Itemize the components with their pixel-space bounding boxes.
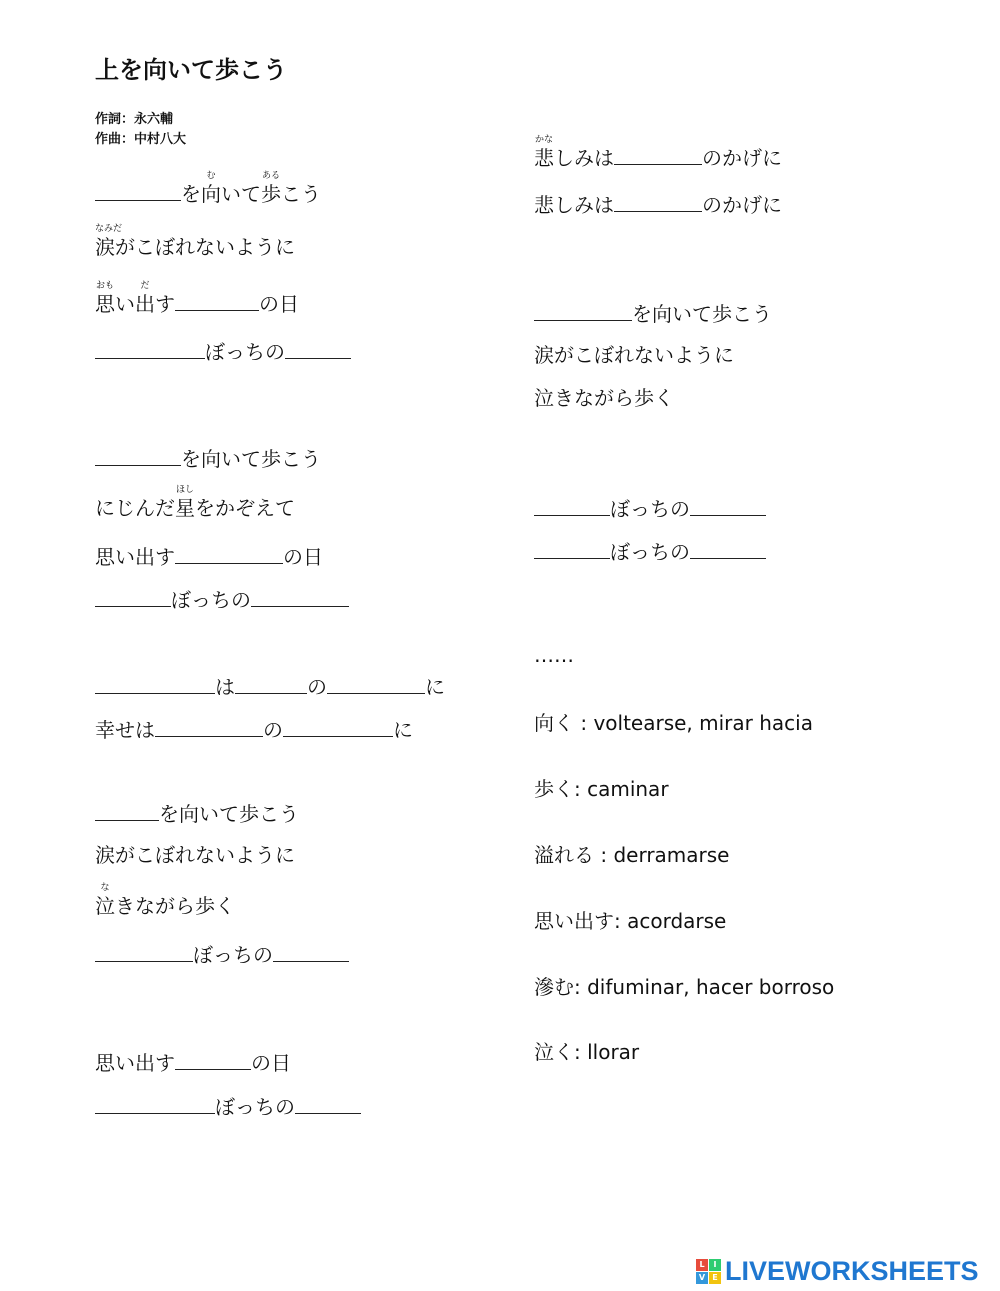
lyric-line: を む 向いて ある 歩こう bbox=[95, 182, 321, 204]
ruby: なみだ 涙 bbox=[95, 224, 123, 259]
lyric-line: ぼっちの bbox=[95, 340, 351, 362]
blank-input[interactable] bbox=[614, 146, 702, 165]
blank-input[interactable] bbox=[95, 943, 193, 962]
lyric-line: 涙がこぼれないように bbox=[95, 843, 295, 867]
vocab-item: 向く : voltearse, mirar hacia bbox=[534, 711, 813, 735]
lyric-line: な 泣きながら歩く bbox=[95, 883, 235, 918]
blank-input[interactable] bbox=[327, 675, 425, 694]
lyric-line: ぼっちの bbox=[95, 943, 349, 965]
blank-input[interactable] bbox=[534, 497, 610, 516]
ruby: な 泣 bbox=[95, 883, 115, 918]
vocab-item: 思い出す: acordarse bbox=[534, 909, 727, 933]
blank-input[interactable] bbox=[95, 588, 171, 607]
lyric-line: なみだ 涙がこぼれないように bbox=[95, 224, 295, 259]
ruby: む 向 bbox=[201, 171, 221, 206]
blank-input[interactable] bbox=[95, 340, 205, 359]
blank-input[interactable] bbox=[534, 302, 632, 321]
blank-input[interactable] bbox=[95, 182, 181, 201]
blank-input[interactable] bbox=[690, 497, 766, 516]
page-title: 上を向いて歩こう bbox=[95, 56, 287, 84]
vocab-item: 溢れる : derramarse bbox=[534, 843, 730, 867]
vocab-item: 泣く: llorar bbox=[534, 1040, 640, 1064]
lyric-line: ぼっちの bbox=[534, 497, 766, 519]
lyric-line: 泣きながら歩く bbox=[534, 386, 674, 410]
lyric-line: ぼっちの bbox=[95, 1095, 361, 1117]
liveworksheets-logo bbox=[696, 1256, 979, 1287]
blank-input[interactable] bbox=[155, 718, 263, 737]
blank-input[interactable] bbox=[95, 447, 181, 466]
blank-input[interactable] bbox=[614, 193, 702, 212]
blank-input[interactable] bbox=[295, 1095, 361, 1114]
lyrics-credit: 作詞：永六輔 bbox=[95, 112, 174, 127]
blank-input[interactable] bbox=[273, 943, 349, 962]
logo-icon: L I V E bbox=[696, 1259, 721, 1284]
ruby: ある 歩 bbox=[261, 171, 281, 206]
blank-input[interactable] bbox=[175, 545, 283, 564]
lyric-line: ぼっちの bbox=[95, 588, 349, 610]
blank-input[interactable] bbox=[690, 540, 766, 559]
vocab-item: 滲む: difuminar, hacer borroso bbox=[534, 975, 835, 999]
ruby: かな 悲 bbox=[534, 135, 554, 170]
lyric-line: 幸せは の に bbox=[95, 718, 413, 742]
ellipsis-text: …… bbox=[534, 643, 574, 667]
lyric-line: は の に bbox=[95, 675, 445, 697]
lyric-line: 悲しみは のかげに bbox=[534, 193, 782, 217]
lyric-line: 思い出す の日 bbox=[95, 1051, 291, 1075]
lyric-line: 思い出す の日 bbox=[95, 545, 323, 569]
lyric-line: を向いて歩こう bbox=[95, 802, 299, 824]
blank-input[interactable] bbox=[175, 292, 259, 311]
blank-input[interactable] bbox=[534, 540, 610, 559]
vocab-item: 歩く: caminar bbox=[534, 777, 669, 801]
blank-input[interactable] bbox=[251, 588, 349, 607]
ruby: おも 思 bbox=[95, 281, 115, 316]
lyric-line: おも 思い だ 出す の日 bbox=[95, 281, 299, 316]
lyric-line: を向いて歩こう bbox=[95, 447, 321, 469]
blank-input[interactable] bbox=[95, 802, 159, 821]
blank-input[interactable] bbox=[285, 340, 351, 359]
ruby: だ 出 bbox=[135, 281, 155, 316]
blank-input[interactable] bbox=[283, 718, 393, 737]
lyric-line: ぼっちの bbox=[534, 540, 766, 562]
logo-text: LIVEWORKSHEETS bbox=[725, 1256, 979, 1286]
blank-input[interactable] bbox=[175, 1051, 251, 1070]
blank-input[interactable] bbox=[95, 1095, 215, 1114]
music-credit: 作曲：中村八大 bbox=[95, 132, 187, 147]
lyric-line: を向いて歩こう bbox=[534, 302, 772, 324]
lyric-line: にじんだ ほし 星をかぞえて bbox=[95, 485, 295, 520]
ruby: ほし 星 bbox=[175, 485, 195, 520]
blank-input[interactable] bbox=[95, 675, 215, 694]
lyric-line: かな 悲しみは のかげに bbox=[534, 135, 782, 170]
blank-input[interactable] bbox=[235, 675, 307, 694]
lyric-line: 涙がこぼれないように bbox=[534, 343, 734, 367]
